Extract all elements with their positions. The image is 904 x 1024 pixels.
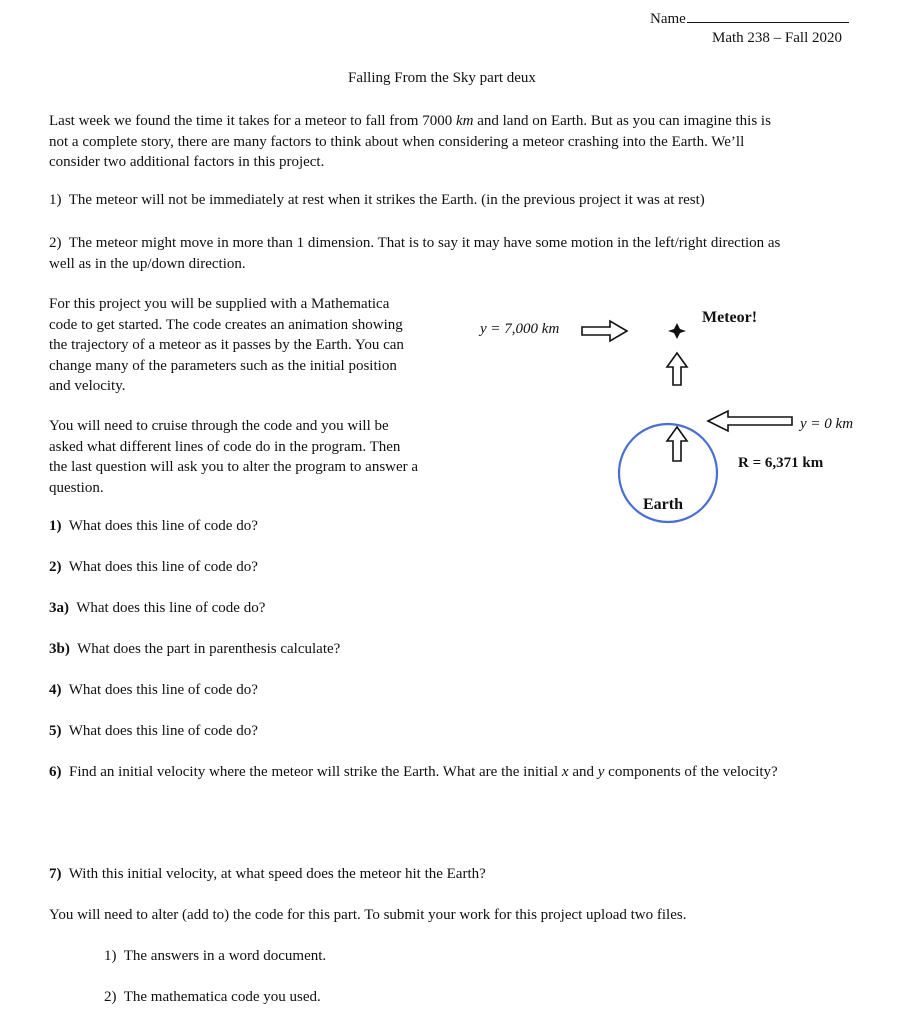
description-para-1: For this project you will be supplied with a Mathematica code to get started. The code creates an animation showing the trajectory of a meteor as it passes by the Earth. You can change many of the parameters such as the initial position and velocity. (49, 296, 404, 394)
submit-instructions: You will need to alter (add to) the code for this part. To submit your work for this project upload two files. (49, 907, 687, 923)
intro-unit: km (455, 113, 474, 129)
left-arrow-icon (708, 411, 792, 431)
intro-line-3: consider two additional factors in this project. (49, 154, 325, 170)
earth-label: Earth (643, 496, 683, 513)
question-5: 5) What does this line of code do? (49, 723, 258, 739)
intro-paragraph (49, 111, 869, 173)
meteor-star-icon (668, 323, 686, 339)
intro-line-1: Last week we found the time it takes for a meteor to fall from 7000 km and land on Earth. But as you can imagine this is (49, 113, 771, 129)
page-title: Falling From the Sky part deux (348, 70, 536, 86)
question-6: 6) Find an initial velocity where the meteor will strike the Earth. What are the initial x and y components of the velocity? (49, 764, 778, 780)
meteor-label: Meteor! (702, 309, 758, 326)
question-4: 4) What does this line of code do? (49, 682, 258, 698)
question-2: 2) What does this line of code do? (49, 559, 258, 575)
file-item-1: 1) The answers in a word document. (104, 948, 327, 964)
intro-line-2: not a complete story, there are many factors to think about when considering a meteor crashing into the Earth. We’ll (49, 133, 745, 150)
factor-1: 1) The meteor will not be immediately at rest when it strikes the Earth. (in the previous project it was at rest) (49, 192, 705, 208)
description-para-2: You will need to cruise through the code and you will be asked what different lines of code do in the program. Then the last question will ask you to alter the program to answer a question. (49, 418, 419, 496)
question-3b: 3b) What does the part in parenthesis calculate? (49, 641, 341, 657)
right-arrow-icon (582, 321, 627, 341)
question-7: 7) With this initial velocity, at what speed does the meteor hit the Earth? (49, 866, 486, 882)
name-underline (687, 8, 849, 23)
radius-label: R = 6,371 km (738, 455, 824, 471)
question-3a: 3a) What does this line of code do? (49, 600, 266, 616)
factor-2: 2) The meteor might move in more than 1 dimension. That is to say it may have some motion in the left/right direction as well as in the up/down direction. (49, 235, 781, 272)
question-1: 1) What does this line of code do? (49, 518, 258, 534)
meteor-diagram (470, 295, 890, 545)
y-top-label: y = 7,000 km (480, 321, 560, 337)
name-field (650, 8, 849, 28)
course-label: Math 238 – Fall 2020 (712, 30, 842, 46)
y-zero-label: y = 0 km (800, 416, 854, 432)
up-arrow-icon (667, 353, 687, 385)
file-item-2: 2) The mathematica code you used. (104, 989, 321, 1005)
name-label: Name (650, 11, 686, 27)
